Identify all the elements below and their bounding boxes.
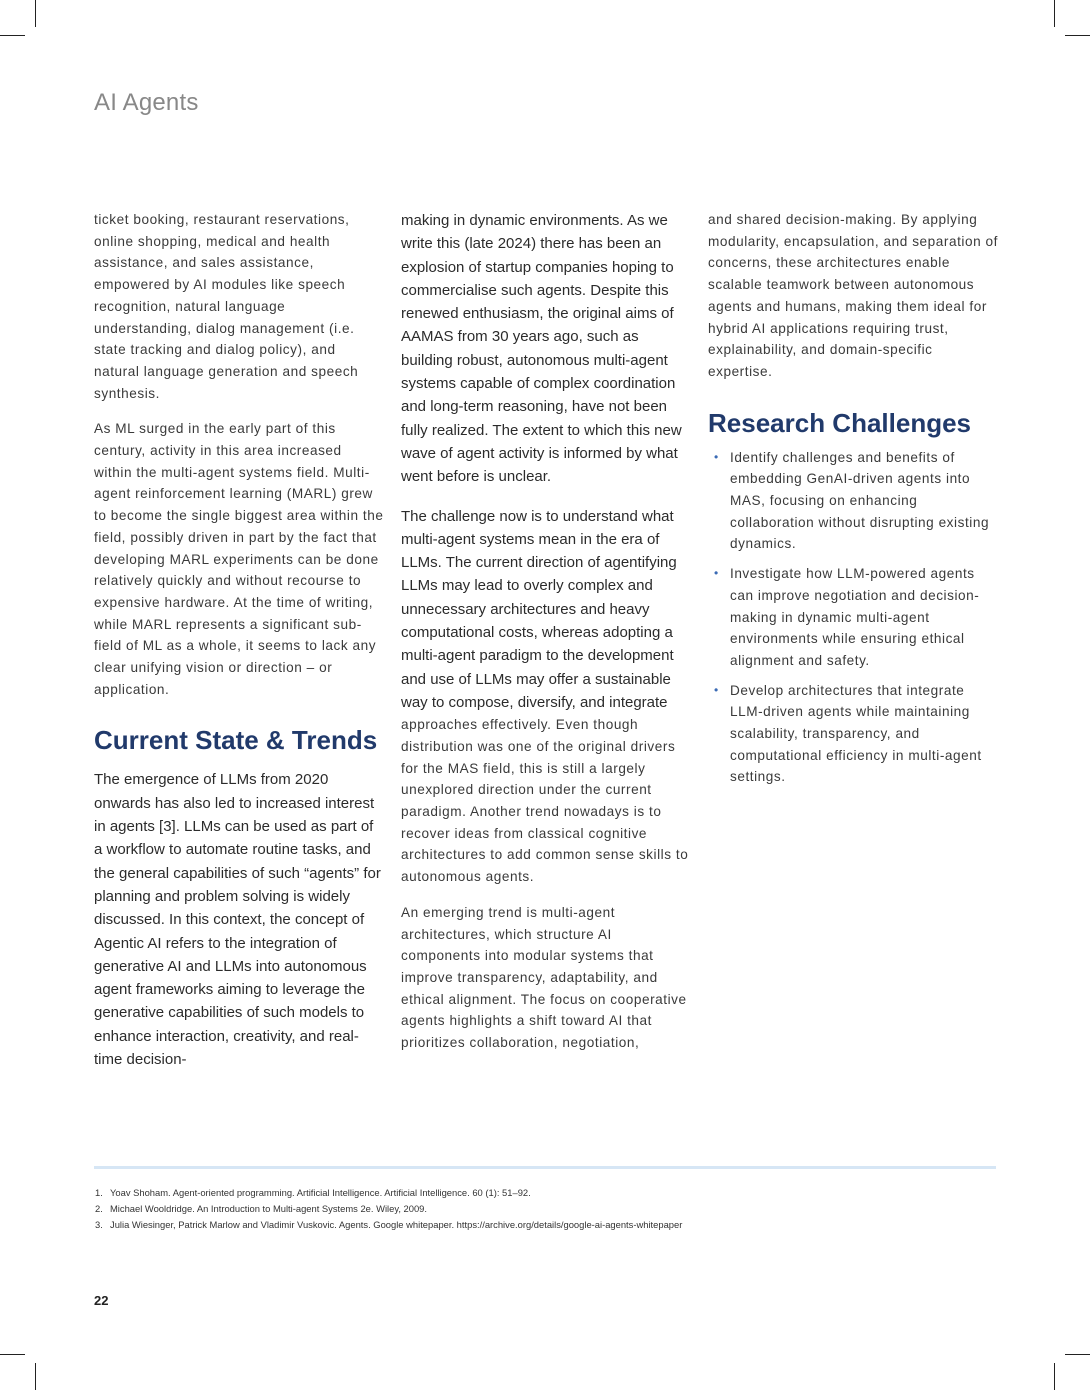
footnote: [95, 1217, 995, 1233]
list-item: [708, 680, 1000, 789]
column-2: [401, 209, 693, 1068]
column-3: [708, 209, 1000, 796]
bullet-icon: •: [714, 566, 719, 581]
list-item: [708, 563, 1000, 672]
crop-mark-tl-h: [0, 35, 25, 36]
footnote: [95, 1185, 995, 1201]
bullet-icon: •: [714, 449, 719, 464]
list-item-text: Develop architectures that integrate LLM-driven agents while maintaining scalability, transparency, and computational efficiency in multi-agent settings.: [730, 682, 982, 785]
footnote-number: 2.: [95, 1203, 103, 1214]
list-item-text: Identify challenges and benefits of embedding GenAI-driven agents into MAS, focusing on enhancing collaboration without disrupting existing dynamics.: [730, 449, 990, 552]
section-heading-research-challenges: Research Challenges: [708, 407, 972, 438]
footnote-number: 3.: [95, 1219, 103, 1230]
footnote-text: Michael Wooldridge. An Introduction to Multi-agent Systems 2e. Wiley, 2009.: [110, 1203, 427, 1214]
paragraph: As ML surged in the early part of this century, activity in this area increased within the multi-agent systems field. Multi-agent reinforcement learning (MARL) grew to become the single biggest area within the field, possibly driven in part by the fact that developing MARL experiments can be done relatively quickly and without recourse to expensive hardware. At the time of writing, while MARL represents a significant sub-field of ML as a whole, it seems to lack any clear unifying vision or direction – or application.: [94, 421, 384, 697]
crop-mark-bl-v: [35, 1363, 36, 1390]
paragraph: An emerging trend is multi-agent architectures, which structure AI components into modular systems that improve transparency, adaptability, and ethical alignment. The focus on cooperative agents highlights a shift toward AI that prioritizes collaboration, negotiation,: [401, 904, 687, 1051]
running-head: AI Agents: [94, 89, 199, 116]
footnote-number: 1.: [95, 1187, 103, 1198]
footnote-text: Julia Wiesinger, Patrick Marlow and Vladimir Vuskovic. Agents. Google whitepaper. https://archive.org/details/google-ai-agents-whitepaper: [110, 1219, 683, 1230]
footnote-text: Yoav Shoham. Agent-oriented programming. Artificial Intelligence. Artificial Intelligence. 60 (1): 51–92.: [110, 1187, 531, 1198]
crop-mark-tr-h: [1065, 35, 1090, 36]
crop-mark-br-h: [1065, 1354, 1090, 1355]
column-1: [94, 209, 384, 1085]
crop-mark-tr-v: [1054, 0, 1055, 27]
list-item: [708, 447, 1000, 556]
bullet-icon: •: [714, 682, 719, 697]
crop-mark-bl-h: [0, 1354, 25, 1355]
list-item-text: Investigate how LLM-powered agents can improve negotiation and decision-making in dynamic multi-agent environments while ensuring ethical alignment and safety.: [730, 566, 980, 668]
challenges-list: [708, 447, 1000, 789]
section-heading-current-state: Current State & Trends: [94, 725, 378, 756]
footnote: [95, 1201, 995, 1217]
lead-paragraph: The challenge now is to understand what multi-agent systems mean in the era of LLMs. The current direction of agentifying LLMs may lead to overly complex and unnecessary architectures and heavy computational costs, whereas adopting a multi-agent paradigm to the development and use of LLMs may offer a sustainable way to compose, diversify, and integrate: [401, 507, 677, 711]
lead-paragraph: The emergence of LLMs from 2020 onwards has also led to increased interest in agents [3]. LLMs can be used as part of a workflow to automate routine tasks, and the general capabilities of such “agents” for planning and problem solving is widely discussed. In this context, the concept of Agentic AI refers to the integration of generative AI and LLMs into autonomous agent frameworks aiming to leverage the generative capabilities of such models to enhance interaction, creativity, and real-time decision-: [94, 771, 381, 1069]
page-number: 22: [94, 1293, 109, 1308]
paragraph: and shared decision-making. By applying modularity, encapsulation, and separation of concerns, these architectures enable scalable teamwork between autonomous agents and humans, making them ideal for hybrid AI applications requiring trust, explainability, and domain-specific expertise.: [708, 212, 998, 379]
lead-paragraph: making in dynamic environments. As we write this (late 2024) there has been an explosion of startup companies hoping to commercialise such agents. Despite this renewed enthusiasm, the original aims of AAMAS from 30 years ago, such as building robust, autonomous multi-agent systems capable of complex coordination and long-term reasoning, have not been fully realized. The extent to which this new wave of agent activity is informed by what went before is unclear.: [401, 212, 682, 486]
footnote-divider: [94, 1166, 996, 1169]
crop-mark-br-v: [1054, 1363, 1055, 1390]
crop-mark-tl-v: [35, 0, 36, 27]
paragraph: ticket booking, restaurant reservations, online shopping, medical and health assistance, and sales assistance, empowered by AI modules like speech recognition, natural language understanding, dialog management (i.e. state tracking and dialog policy), and natural language generation and speech synthesis.: [94, 212, 359, 401]
footnotes: [95, 1185, 995, 1233]
paragraph: approaches effectively. Even though distribution was one of the original drivers for the MAS field, this is still a largely unexplored direction under the current paradigm. Another trend nowadays is to recover ideas from classical cognitive architectures to add common sense skills to autonomous agents.: [401, 717, 689, 885]
